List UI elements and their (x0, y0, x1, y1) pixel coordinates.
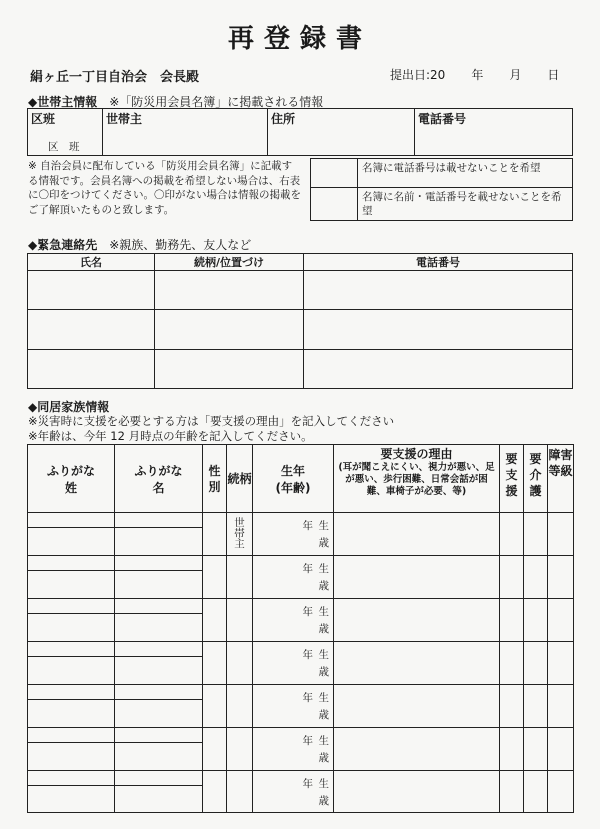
emergency-phone-3[interactable] (304, 349, 573, 388)
age-year-label: 年 (302, 520, 313, 532)
family-needs-support-cell[interactable] (500, 685, 524, 728)
family-needs-support-cell[interactable] (500, 771, 524, 813)
family-support-reason-cell[interactable] (334, 556, 500, 599)
col-relationship: 続柄 (227, 445, 253, 513)
family-disability-grade-cell[interactable] (548, 599, 574, 642)
family-support-reason-cell[interactable] (334, 771, 500, 813)
family-birth-year-cell[interactable] (253, 771, 334, 813)
household-table (27, 108, 573, 156)
addressee: 絹ヶ丘一丁目自治会 会長殿 (30, 70, 200, 85)
col-disability-grade: 障害等級 (548, 445, 574, 513)
family-disability-grade-cell[interactable] (548, 556, 574, 599)
family-row (28, 728, 574, 771)
age-year-label: 年 (302, 735, 313, 747)
col-needs-support: 要支援 (500, 445, 524, 513)
family-relationship-cell[interactable] (227, 556, 253, 599)
family-row (28, 642, 574, 685)
family-kana-surname-cell[interactable] (28, 685, 115, 728)
age-year-label: 年 (302, 563, 313, 575)
family-relationship-cell[interactable] (227, 771, 253, 813)
head-name-cell[interactable] (103, 109, 268, 156)
family-needs-care-cell[interactable] (524, 728, 548, 771)
family-row (28, 556, 574, 599)
phone-label: 電話番号 (418, 112, 467, 126)
date-month: 月 (509, 68, 522, 82)
age-year-label: 年 (302, 692, 313, 704)
family-needs-care-cell[interactable] (524, 771, 548, 813)
family-disability-grade-cell[interactable] (548, 771, 574, 813)
kana-divider (28, 613, 114, 614)
family-row (28, 599, 574, 642)
emergency-name-3[interactable] (28, 349, 155, 388)
family-kana-surname-cell[interactable] (28, 513, 115, 556)
emergency-table (27, 253, 573, 389)
family-support-reason-cell[interactable] (334, 513, 500, 556)
emergency-phone-2[interactable] (304, 310, 573, 349)
age-suffix-label: 歳 (318, 537, 329, 549)
family-relationship-cell[interactable] (227, 599, 253, 642)
family-relationship-cell[interactable] (227, 513, 253, 556)
phone-cell[interactable] (415, 109, 573, 156)
emergency-name-2[interactable] (28, 310, 155, 349)
kana-divider (115, 699, 202, 700)
district-cell[interactable] (28, 109, 103, 156)
age-suffix-label: 歳 (318, 666, 329, 678)
family-birth-year-cell[interactable] (253, 556, 334, 599)
kana-divider (115, 527, 202, 528)
support-reason-examples: (耳が聞こえにくい、視力が悪い、足が悪い、歩行困難、日常会話が困難、車椅子が必要、等) (338, 462, 495, 497)
family-sex-cell[interactable] (203, 771, 227, 813)
age-year-label: 年 (302, 649, 313, 661)
family-support-reason-cell[interactable] (334, 642, 500, 685)
date-year: 年 (471, 68, 484, 82)
age-birth-label: 生 (318, 692, 329, 704)
family-needs-care-cell[interactable] (524, 556, 548, 599)
emergency-note: ※親族、勤務先、友人など (109, 238, 252, 252)
family-note-1: ※災害時に支援を必要とする方は「要支援の理由」を記入してください (28, 414, 395, 428)
kana-divider (28, 742, 114, 743)
age-birth-label: 生 (318, 563, 329, 575)
family-row (28, 513, 574, 556)
emergency-relation-3[interactable] (155, 349, 304, 388)
age-suffix-label: 歳 (318, 795, 329, 807)
family-needs-care-cell[interactable] (524, 642, 548, 685)
option-mark-phone[interactable] (311, 159, 358, 188)
age-birth-label: 生 (318, 735, 329, 747)
family-needs-support-cell[interactable] (500, 728, 524, 771)
option-mark-name[interactable] (311, 188, 358, 221)
emergency-relation-2[interactable] (155, 310, 304, 349)
emergency-name-1[interactable] (28, 271, 155, 310)
family-heading: ◆同居家族情報 (28, 400, 110, 414)
family-kana-given-cell[interactable] (115, 728, 203, 771)
family-table (27, 444, 574, 813)
emergency-phone-1[interactable] (304, 271, 573, 310)
family-disability-grade-cell[interactable] (548, 685, 574, 728)
family-needs-care-cell[interactable] (524, 513, 548, 556)
family-sex-cell[interactable] (203, 685, 227, 728)
family-birth-year-cell[interactable] (253, 642, 334, 685)
age-suffix-label: 歳 (318, 752, 329, 764)
family-relationship-cell[interactable] (227, 642, 253, 685)
age-year-label: 年 (302, 606, 313, 618)
kana-divider (115, 656, 202, 657)
submission-date (390, 66, 585, 83)
family-sex-cell[interactable] (203, 513, 227, 556)
family-disability-grade-cell[interactable] (548, 513, 574, 556)
emergency-col-relation: 続柄/位置づけ (155, 254, 304, 271)
kana-divider (28, 527, 114, 528)
col-sex: 性別 (203, 445, 227, 513)
family-kana-surname-cell[interactable] (28, 642, 115, 685)
family-needs-care-cell[interactable] (524, 685, 548, 728)
family-kana-surname-cell[interactable] (28, 728, 115, 771)
emergency-heading-text: ◆緊急連絡先 (28, 238, 98, 252)
col-kana-given: ふりがな 名 (115, 445, 203, 513)
date-day: 日 (547, 68, 560, 82)
directory-options (310, 158, 573, 221)
family-sex-cell[interactable] (203, 728, 227, 771)
col-support-reason (334, 445, 500, 513)
kana-divider (115, 613, 202, 614)
kana-divider (115, 785, 202, 786)
family-relationship-cell[interactable] (227, 728, 253, 771)
head-name-label: 世帯主 (106, 112, 143, 126)
age-birth-label: 生 (318, 606, 329, 618)
family-kana-given-cell[interactable] (115, 771, 203, 813)
family-birth-year-cell[interactable] (253, 728, 334, 771)
date-label: 提出日:20 (390, 68, 446, 82)
kana-divider (115, 742, 202, 743)
page-title: 再登録書 (227, 24, 372, 54)
family-needs-support-cell[interactable] (500, 642, 524, 685)
age-birth-label: 生 (318, 649, 329, 661)
family-row (28, 771, 574, 813)
family-sex-cell[interactable] (203, 642, 227, 685)
family-row (28, 685, 574, 728)
family-disability-grade-cell[interactable] (548, 642, 574, 685)
family-birth-year-cell[interactable] (253, 599, 334, 642)
family-support-reason-cell[interactable] (334, 728, 500, 771)
family-kana-given-cell[interactable] (115, 685, 203, 728)
family-needs-care-cell[interactable] (524, 599, 548, 642)
family-disability-grade-cell[interactable] (548, 728, 574, 771)
household-heading-text: ◆世帯主情報 (28, 95, 98, 109)
address-label: 住所 (271, 112, 296, 126)
age-birth-label: 生 (318, 778, 329, 790)
family-note-2: ※年齢は、今年 12 月時点の年齢を記入してください。 (28, 429, 313, 443)
family-needs-support-cell[interactable] (500, 513, 524, 556)
family-kana-given-cell[interactable] (115, 513, 203, 556)
district-label: 区班 (31, 112, 56, 126)
age-suffix-label: 歳 (318, 580, 329, 592)
district-sub: 区 班 (48, 141, 80, 153)
emergency-heading (28, 236, 251, 253)
support-reason-title: 要支援の理由 (380, 447, 453, 461)
relationship-head: 世帯主 (233, 517, 245, 549)
family-birth-year-cell[interactable] (253, 513, 334, 556)
age-suffix-label: 歳 (318, 709, 329, 721)
family-needs-support-cell[interactable] (500, 556, 524, 599)
family-support-reason-cell[interactable] (334, 599, 500, 642)
age-year-label: 年 (302, 778, 313, 790)
kana-divider (115, 570, 202, 571)
family-kana-surname-cell[interactable] (28, 556, 115, 599)
address-cell[interactable] (268, 109, 415, 156)
col-birth-year: 生年 (年齢) (253, 445, 334, 513)
kana-divider (28, 785, 114, 786)
household-note: ※「防災用会員名簿」に掲載される情報 (109, 95, 324, 109)
family-sex-cell[interactable] (203, 599, 227, 642)
age-birth-label: 生 (318, 520, 329, 532)
kana-divider (28, 699, 114, 700)
kana-divider (28, 570, 114, 571)
col-kana-surname: ふりがな 姓 (28, 445, 115, 513)
emergency-col-name: 氏名 (28, 254, 155, 271)
emergency-col-phone: 電話番号 (304, 254, 573, 271)
family-kana-given-cell[interactable] (115, 556, 203, 599)
family-kana-given-cell[interactable] (115, 599, 203, 642)
col-needs-care: 要介護 (524, 445, 548, 513)
family-support-reason-cell[interactable] (334, 685, 500, 728)
family-kana-surname-cell[interactable] (28, 771, 115, 813)
option-no-phone: 名簿に電話番号は載せないことを希望 (358, 159, 573, 188)
family-relationship-cell[interactable] (227, 685, 253, 728)
family-needs-support-cell[interactable] (500, 599, 524, 642)
emergency-relation-1[interactable] (155, 271, 304, 310)
family-kana-given-cell[interactable] (115, 642, 203, 685)
kana-divider (28, 656, 114, 657)
option-no-name-phone: 名簿に名前・電話番号を載せないことを希望 (358, 188, 573, 221)
family-kana-surname-cell[interactable] (28, 599, 115, 642)
family-sex-cell[interactable] (203, 556, 227, 599)
household-footnote: ※ 自治会員に配布している「防災用会員名簿」に記載する情報です。会員名簿への掲載を希望しない場合は、右表に〇印をつけてください。〇印がない場合は情報の掲載をご了解頂いたものと致します。 (28, 160, 301, 216)
age-suffix-label: 歳 (318, 623, 329, 635)
family-birth-year-cell[interactable] (253, 685, 334, 728)
